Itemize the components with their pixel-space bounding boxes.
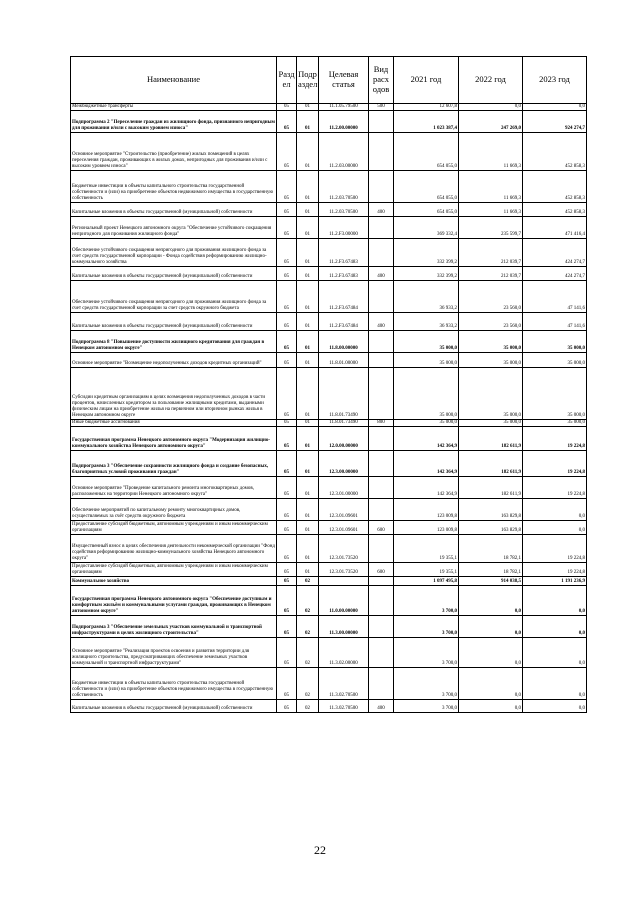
row-name-cell: Обеспечение устойчивого сокращения непригодного для проживания жилищного фонда за счет средств государственной корпорации за счет средств окружного бюджета: [71, 281, 277, 313]
document-page: [70, 56, 586, 713]
row-2022-cell: 235 599,7: [459, 217, 523, 239]
row-2021-cell: 142 364,9: [394, 427, 459, 451]
row-name-cell: Иные бюджетные ассигнования: [71, 420, 277, 427]
row-subsection-cell: 01: [297, 451, 319, 477]
row-subsection-cell: 02: [297, 668, 319, 700]
row-2023-cell: 35 000,0: [523, 331, 587, 353]
row-expense-type-cell: [369, 171, 394, 203]
row-target-cell: 11.2.F3.67483: [319, 267, 369, 281]
table-row: [71, 577, 587, 586]
row-2022-cell: 35 000,0: [459, 420, 523, 427]
row-expense-type-cell: [369, 111, 394, 133]
row-2023-cell: 0,0: [523, 668, 587, 700]
row-subsection-cell: 01: [297, 133, 319, 171]
row-expense-type-cell: [369, 281, 394, 313]
header-section: Разд ел: [277, 57, 297, 104]
table-row: [71, 700, 587, 713]
row-2023-cell: 0,0: [523, 616, 587, 638]
row-name-cell: Обеспечение мероприятий по капитальному ремонту многоквартирных домов, осуществляемых за счёт средств окружного бюджета: [71, 499, 277, 521]
budget-table: [70, 56, 587, 713]
row-expense-type-cell: [369, 535, 394, 563]
header-year-2023: 2023 год: [523, 57, 587, 104]
row-expense-type-cell: [369, 239, 394, 267]
row-subsection-cell: 01: [297, 313, 319, 331]
table-body: [71, 104, 587, 713]
row-section-cell: 05: [277, 521, 297, 535]
row-name-cell: Капитальные вложения в объекты государственной (муниципальной) собственности: [71, 313, 277, 331]
row-target-cell: 11.8.01.73490: [319, 420, 369, 427]
row-section-cell: 05: [277, 577, 297, 586]
row-name-cell: Имущественный взнос в целях обеспечения деятельности некоммерческой организации "Фонд содействия реформированию жилищно-коммунального хозяйства Ненецкого автономного округа": [71, 535, 277, 563]
table-row: [71, 420, 587, 427]
row-section-cell: 05: [277, 203, 297, 217]
row-2021-cell: 142 364,9: [394, 451, 459, 477]
row-2023-cell: 0,0: [523, 638, 587, 668]
row-subsection-cell: 01: [297, 420, 319, 427]
table-row: [71, 521, 587, 535]
row-target-cell: 11.2.00.00000: [319, 111, 369, 133]
row-expense-type-cell: [369, 331, 394, 353]
row-2021-cell: 654 055,0: [394, 133, 459, 171]
row-2022-cell: 0,0: [459, 616, 523, 638]
row-2021-cell: 369 332,4: [394, 217, 459, 239]
row-expense-type-cell: [369, 353, 394, 368]
table-row: [71, 313, 587, 331]
row-expense-type-cell: 400: [369, 700, 394, 713]
row-target-cell: 11.8.00.00000: [319, 331, 369, 353]
row-section-cell: 05: [277, 171, 297, 203]
row-expense-type-cell: [369, 499, 394, 521]
row-subsection-cell: 01: [297, 217, 319, 239]
row-2023-cell: 424 274,7: [523, 239, 587, 267]
row-name-cell: Бюджетные инвестиции в объекты капитального строительства государственной собственности и (или) на приобретение объектов недвижимого имущества в государственную собственность: [71, 668, 277, 700]
row-expense-type-cell: [369, 217, 394, 239]
header-year-2021: 2021 год: [394, 57, 459, 104]
row-2023-cell: 0,0: [523, 700, 587, 713]
row-2022-cell: 11 669,3: [459, 203, 523, 217]
row-name-cell: Подпрограмма 8 "Повышение доступности жилищного кредитования для граждан в Ненецком автономном округе": [71, 331, 277, 353]
table-row: [71, 217, 587, 239]
row-target-cell: 11.2.F3.00000: [319, 217, 369, 239]
row-2022-cell: 182 611,9: [459, 477, 523, 499]
header-expense-type: Вид расх одов: [369, 57, 394, 104]
row-2022-cell: 23 560,0: [459, 281, 523, 313]
row-target-cell: 11.0.00.00000: [319, 586, 369, 616]
row-subsection-cell: 01: [297, 563, 319, 577]
row-2021-cell: 3 700,0: [394, 586, 459, 616]
row-2023-cell: 19 224,8: [523, 477, 587, 499]
row-expense-type-cell: [369, 577, 394, 586]
row-2022-cell: 163 829,8: [459, 521, 523, 535]
row-subsection-cell: 01: [297, 331, 319, 353]
row-2021-cell: 3 700,0: [394, 668, 459, 700]
row-2021-cell: 35 000,0: [394, 353, 459, 368]
header-target-article: Целевая статья: [319, 57, 369, 104]
row-name-cell: Подпрограмма 3 "Обеспечение земельных участков коммунальной и транспортной инфраструктурами в целях жилищного строительства": [71, 616, 277, 638]
table-row: [71, 427, 587, 451]
row-name-cell: Государственная программа Ненецкого автономного округа "Модернизация жилищно-коммунального хозяйства Ненецкого автономного округа": [71, 427, 277, 451]
row-section-cell: 05: [277, 267, 297, 281]
row-2023-cell: 924 274,7: [523, 111, 587, 133]
row-section-cell: 05: [277, 499, 297, 521]
row-name-cell: Основное мероприятие "Возмещение недополученных доходов кредитных организаций": [71, 353, 277, 368]
row-section-cell: 05: [277, 104, 297, 111]
row-target-cell: 11.2.F3.67484: [319, 281, 369, 313]
row-expense-type-cell: 600: [369, 521, 394, 535]
row-2023-cell: 0,0: [523, 499, 587, 521]
row-section-cell: 05: [277, 133, 297, 171]
row-2022-cell: 163 829,8: [459, 499, 523, 521]
row-2022-cell: 212 039,7: [459, 267, 523, 281]
row-2021-cell: 36 933,2: [394, 281, 459, 313]
row-2021-cell: 332 399,2: [394, 267, 459, 281]
row-expense-type-cell: [369, 133, 394, 171]
table-row: [71, 104, 587, 111]
row-2021-cell: 35 000,0: [394, 368, 459, 420]
row-2022-cell: 0,0: [459, 668, 523, 700]
row-expense-type-cell: 500: [369, 104, 394, 111]
row-name-cell: Обеспечение устойчивого сокращения непригодного для проживания жилищного фонда за счет средств государственной корпорации - Фонда содействия реформированию жилищно-коммунального хозяйства: [71, 239, 277, 267]
row-subsection-cell: 01: [297, 111, 319, 133]
row-target-cell: 11.8.01.00000: [319, 353, 369, 368]
row-subsection-cell: 01: [297, 203, 319, 217]
row-2021-cell: 35 000,0: [394, 420, 459, 427]
row-section-cell: 05: [277, 535, 297, 563]
row-2021-cell: 123 009,8: [394, 499, 459, 521]
row-2022-cell: 11 669,3: [459, 133, 523, 171]
header-name: Наименование: [71, 57, 277, 104]
row-target-cell: 11.2.03.00000: [319, 133, 369, 171]
row-2023-cell: 47 141,6: [523, 313, 587, 331]
row-section-cell: 05: [277, 331, 297, 353]
row-name-cell: Межбюджетные трансферты: [71, 104, 277, 111]
row-subsection-cell: 02: [297, 616, 319, 638]
row-target-cell: 12.3.01.09601: [319, 521, 369, 535]
row-subsection-cell: 01: [297, 267, 319, 281]
row-name-cell: Подпрограмма 2 "Переселение граждан из жилищного фонда, признанного непригодным для проживания и/или с высоким уровнем износа": [71, 111, 277, 133]
row-section-cell: 05: [277, 700, 297, 713]
row-section-cell: 05: [277, 420, 297, 427]
row-expense-type-cell: [369, 638, 394, 668]
row-subsection-cell: 01: [297, 499, 319, 521]
row-2023-cell: 35 000,0: [523, 353, 587, 368]
row-2021-cell: 19 355,1: [394, 563, 459, 577]
row-subsection-cell: 01: [297, 239, 319, 267]
row-2022-cell: 35 000,0: [459, 353, 523, 368]
row-2022-cell: 247 269,0: [459, 111, 523, 133]
row-subsection-cell: 02: [297, 586, 319, 616]
row-expense-type-cell: [369, 427, 394, 451]
row-2023-cell: 452 858,3: [523, 133, 587, 171]
row-name-cell: Основное мероприятие "Реализация проектов освоения и развития территории для жилищного строительства, предусматривающих обеспечение земельных участков коммунальной и транспортной инфраструктурами": [71, 638, 277, 668]
table-row: [71, 331, 587, 353]
row-2023-cell: 35 000,0: [523, 420, 587, 427]
row-subsection-cell: 01: [297, 477, 319, 499]
row-2022-cell: 0,0: [459, 700, 523, 713]
table-row: [71, 638, 587, 668]
row-name-cell: Коммунальное хозяйство: [71, 577, 277, 586]
header-subsection: Подр аздел: [297, 57, 319, 104]
row-name-cell: Капитальные вложения в объекты государственной (муниципальной) собственности: [71, 267, 277, 281]
row-2023-cell: 471 416,4: [523, 217, 587, 239]
row-section-cell: 05: [277, 563, 297, 577]
row-name-cell: Субсидии кредитным организациям в целях возмещения недополученных доходов в части процентов, начисленных кредитором за пользование жилищными кредитами, выданными физическим лицам на приобретение жилья на первичном или вторичном рынках жилья в Ненецком автономном округе: [71, 368, 277, 420]
row-section-cell: 05: [277, 281, 297, 313]
table-row: [71, 111, 587, 133]
row-2021-cell: 19 355,1: [394, 535, 459, 563]
row-name-cell: Подпрограмма 3 "Обеспечение сохранности жилищного фонда и создание безопасных, благоприятных условий проживания граждан": [71, 451, 277, 477]
row-expense-type-cell: [369, 451, 394, 477]
row-section-cell: 05: [277, 353, 297, 368]
row-section-cell: 05: [277, 477, 297, 499]
row-2023-cell: 19 224,8: [523, 535, 587, 563]
table-row: [71, 563, 587, 577]
table-row: [71, 616, 587, 638]
row-section-cell: 05: [277, 427, 297, 451]
row-2022-cell: 11 669,3: [459, 171, 523, 203]
table-row: [71, 281, 587, 313]
row-subsection-cell: 01: [297, 171, 319, 203]
row-2021-cell: 3 700,0: [394, 700, 459, 713]
row-target-cell: 11.1.05.79500: [319, 104, 369, 111]
table-row: [71, 668, 587, 700]
row-target-cell: 11.8.01.73490: [319, 368, 369, 420]
row-2023-cell: 0,0: [523, 521, 587, 535]
row-2023-cell: 19 224,8: [523, 427, 587, 451]
row-2022-cell: 182 611,9: [459, 427, 523, 451]
row-2022-cell: 182 611,9: [459, 451, 523, 477]
row-2021-cell: 1 023 387,4: [394, 111, 459, 133]
row-expense-type-cell: [369, 668, 394, 700]
row-section-cell: 05: [277, 668, 297, 700]
row-2023-cell: 452 858,3: [523, 171, 587, 203]
row-section-cell: 05: [277, 239, 297, 267]
table-row: [71, 499, 587, 521]
row-target-cell: 12.0.00.00000: [319, 427, 369, 451]
table-row: [71, 477, 587, 499]
row-2021-cell: 36 933,2: [394, 313, 459, 331]
row-2021-cell: 332 399,2: [394, 239, 459, 267]
row-2022-cell: 35 000,0: [459, 331, 523, 353]
row-2022-cell: 0,0: [459, 104, 523, 111]
row-2023-cell: 0,0: [523, 586, 587, 616]
row-target-cell: 11.2.03.70500: [319, 171, 369, 203]
row-target-cell: 12.3.01.73520: [319, 535, 369, 563]
row-target-cell: 12.3.01.09601: [319, 499, 369, 521]
row-subsection-cell: 01: [297, 368, 319, 420]
row-subsection-cell: 02: [297, 700, 319, 713]
row-2022-cell: 914 038,5: [459, 577, 523, 586]
row-expense-type-cell: 800: [369, 420, 394, 427]
table-row: [71, 133, 587, 171]
row-subsection-cell: 01: [297, 535, 319, 563]
row-expense-type-cell: 400: [369, 267, 394, 281]
row-subsection-cell: 01: [297, 353, 319, 368]
row-2022-cell: 23 560,0: [459, 313, 523, 331]
row-2023-cell: 35 000,0: [523, 368, 587, 420]
row-expense-type-cell: [369, 616, 394, 638]
row-2022-cell: 35 000,0: [459, 368, 523, 420]
row-2022-cell: 212 039,7: [459, 239, 523, 267]
row-expense-type-cell: 600: [369, 563, 394, 577]
row-2022-cell: 18 782,1: [459, 563, 523, 577]
row-2023-cell: 0,0: [523, 104, 587, 111]
row-target-cell: 11.3.00.00000: [319, 616, 369, 638]
row-target-cell: 11.3.02.00000: [319, 638, 369, 668]
row-target-cell: 11.2.03.70500: [319, 203, 369, 217]
row-2021-cell: 1 097 495,8: [394, 577, 459, 586]
row-2022-cell: 18 782,1: [459, 535, 523, 563]
row-subsection-cell: 02: [297, 638, 319, 668]
table-row: [71, 535, 587, 563]
row-2023-cell: 452 858,3: [523, 203, 587, 217]
row-2023-cell: 19 224,8: [523, 563, 587, 577]
row-expense-type-cell: 400: [369, 203, 394, 217]
row-expense-type-cell: [369, 477, 394, 499]
table-header-row: [71, 57, 587, 104]
row-target-cell: 11.2.F3.67484: [319, 313, 369, 331]
row-2021-cell: 654 055,0: [394, 203, 459, 217]
header-year-2022: 2022 год: [459, 57, 523, 104]
row-target-cell: [319, 577, 369, 586]
row-subsection-cell: 01: [297, 521, 319, 535]
row-section-cell: 05: [277, 586, 297, 616]
row-subsection-cell: 01: [297, 427, 319, 451]
row-expense-type-cell: [369, 586, 394, 616]
row-name-cell: Региональный проект Ненецкого автономного округа "Обеспечение устойчивого сокращения непригодного для проживания жилищного фонда": [71, 217, 277, 239]
table-row: [71, 239, 587, 267]
row-2021-cell: 12 607,8: [394, 104, 459, 111]
row-target-cell: 12.3.01.73520: [319, 563, 369, 577]
row-name-cell: Капитальные вложения в объекты государственной (муниципальной) собственности: [71, 700, 277, 713]
row-subsection-cell: 01: [297, 281, 319, 313]
row-2022-cell: 0,0: [459, 638, 523, 668]
row-2023-cell: 19 224,8: [523, 451, 587, 477]
row-name-cell: Бюджетные инвестиции в объекты капитального строительства государственной собственности и (или) на приобретение объектов недвижимого имущества в государственную собственность: [71, 171, 277, 203]
row-2021-cell: 142 364,9: [394, 477, 459, 499]
row-2021-cell: 123 009,8: [394, 521, 459, 535]
table-row: [71, 203, 587, 217]
row-target-cell: 11.3.02.70500: [319, 668, 369, 700]
row-section-cell: 05: [277, 217, 297, 239]
row-section-cell: 05: [277, 111, 297, 133]
row-target-cell: 11.2.F3.67483: [319, 239, 369, 267]
row-2021-cell: 35 000,0: [394, 331, 459, 353]
row-2023-cell: 47 141,6: [523, 281, 587, 313]
row-2021-cell: 3 700,0: [394, 638, 459, 668]
table-row: [71, 267, 587, 281]
row-2022-cell: 0,0: [459, 586, 523, 616]
row-section-cell: 05: [277, 368, 297, 420]
row-target-cell: 12.3.00.00000: [319, 451, 369, 477]
row-section-cell: 05: [277, 451, 297, 477]
table-row: [71, 353, 587, 368]
row-target-cell: 11.3.02.70500: [319, 700, 369, 713]
row-expense-type-cell: 400: [369, 313, 394, 331]
row-section-cell: 05: [277, 638, 297, 668]
table-row: [71, 586, 587, 616]
table-row: [71, 368, 587, 420]
row-target-cell: 12.3.01.00000: [319, 477, 369, 499]
table-row: [71, 171, 587, 203]
row-subsection-cell: 02: [297, 577, 319, 586]
row-name-cell: Капитальные вложения в объекты государственной (муниципальной) собственности: [71, 203, 277, 217]
row-name-cell: Государственная программа Ненецкого автономного округа "Обеспечение доступным и комфортным жильём и коммунальными услугами граждан, проживающих в Ненецком автономном округе": [71, 586, 277, 616]
row-2023-cell: 1 191 236,9: [523, 577, 587, 586]
row-2023-cell: 424 274,7: [523, 267, 587, 281]
row-section-cell: 05: [277, 616, 297, 638]
row-name-cell: Предоставление субсидий бюджетным, автономным учреждениям и иным некоммерческим организациям: [71, 563, 277, 577]
page-number: 22: [314, 843, 326, 857]
row-name-cell: Основное мероприятие "Строительство (приобретение) жилых помещений в целях переселения граждан, проживающих в жилых домах, непригодных для проживания и/или с высоким уровнем износа": [71, 133, 277, 171]
row-expense-type-cell: [369, 368, 394, 420]
row-2021-cell: 3 700,0: [394, 616, 459, 638]
row-section-cell: 05: [277, 313, 297, 331]
row-2021-cell: 654 055,0: [394, 171, 459, 203]
table-row: [71, 451, 587, 477]
row-subsection-cell: 01: [297, 104, 319, 111]
row-name-cell: Предоставление субсидий бюджетным, автономным учреждениям и иным некоммерческим организациям: [71, 521, 277, 535]
row-name-cell: Основное мероприятие "Проведение капитального ремонта многоквартирных домов, расположенных на территории Ненецкого автономного округа": [71, 477, 277, 499]
